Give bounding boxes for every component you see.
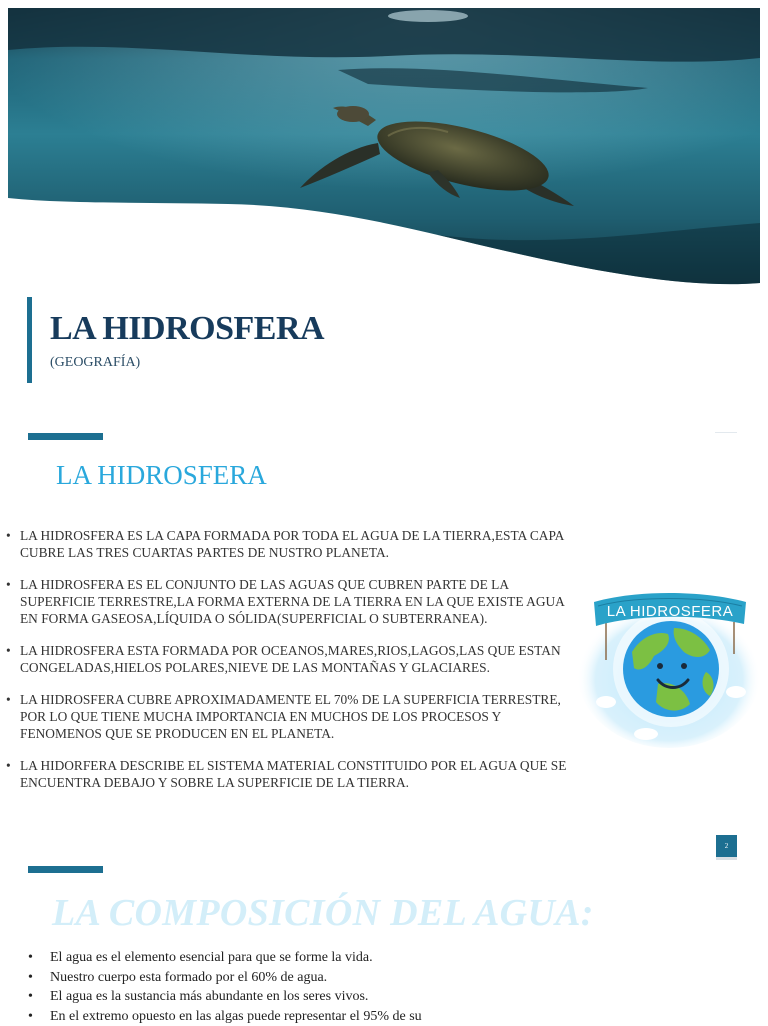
list-item-text: LA HIDROSFERA ES EL CONJUNTO DE LAS AGUAS QUE CUBREN PARTE DE LA SUPERFICIE TERRESTRE,LA FORMA EXTERNA DE LA TIERRA EN LA QUE EXISTE AGUA EN FORMA GASEOSA,LÍQUIDA O SÓLIDA(SUPERFICIAL O SUBTERRANEA). xyxy=(20,577,564,626)
list-item xyxy=(6,691,572,742)
illustration-banner-text: LA HIDROSFERA xyxy=(607,603,734,620)
page-number: 2 xyxy=(716,835,737,857)
bullet-list xyxy=(6,527,572,806)
section-accent-bar xyxy=(28,433,103,440)
list-item-text: LA HIDORFERA DESCRIBE EL SISTEMA MATERIAL CONSTITUIDO POR EL AGUA QUE SE ENCUENTRA DEBAJO Y SOBRE LA SUPERFICIE DE LA TIERRA. xyxy=(20,758,566,790)
bullet-icon: • xyxy=(6,642,11,659)
section-heading: LA COMPOSICIÓN DEL AGUA: xyxy=(52,891,594,935)
bullet-icon: • xyxy=(6,691,11,708)
list-item-text: El agua es la sustancia más abundante en los seres vivos. xyxy=(50,989,368,1004)
bullet-icon: • xyxy=(6,576,11,593)
list-item xyxy=(28,948,498,968)
list-item-text: LA HIDROSFERA ES LA CAPA FORMADA POR TODA EL AGUA DE LA TIERRA,ESTA CAPA CUBRE LAS TRES CUARTAS PARTES DE NUSTRO PLANETA. xyxy=(20,528,564,560)
smiling-earth-globe-icon xyxy=(576,572,762,748)
bullet-icon: • xyxy=(6,527,11,544)
bullet-list xyxy=(28,948,498,1026)
bullet-icon: • xyxy=(28,1007,33,1026)
list-item-text: El agua es el elemento esencial para que se forme la vida. xyxy=(50,950,373,965)
list-item-text: LA HIDROSFERA CUBRE APROXIMADAMENTE EL 70% DE LA SUPERFICIA TERRESTRE, POR LO QUE TIENE MUCHA IMPORTANCIA EN MUCHOS DE LOS PROCESOS Y FENOMENOS QUE SE PRODUCEN EN EL PLANETA. xyxy=(20,692,561,741)
bullet-icon: • xyxy=(28,948,33,968)
list-item xyxy=(6,576,572,627)
bullet-icon: • xyxy=(6,757,11,774)
list-item xyxy=(28,987,498,1007)
list-item-text: Nuestro cuerpo esta formado por el 60% de agua. xyxy=(50,970,327,985)
list-item xyxy=(28,1007,498,1026)
page-subtitle: (GEOGRAFÍA) xyxy=(50,355,140,371)
list-item-text: En el extremo opuesto en las algas puede representar el 95% de su xyxy=(50,1009,422,1024)
hero-turtle-photo xyxy=(8,8,760,288)
bullet-icon: • xyxy=(28,987,33,1007)
list-item xyxy=(6,527,572,561)
list-item xyxy=(28,968,498,988)
list-item xyxy=(6,642,572,676)
page-title: LA HIDROSFERA xyxy=(50,310,324,348)
list-item-text: LA HIDROSFERA ESTA FORMADA POR OCEANOS,MARES,RIOS,LAGOS,LAS QUE ESTAN CONGELADAS,HIELOS POLARES,NIEVE DE LAS MONTAÑAS Y GLACIARES. xyxy=(20,643,561,675)
bullet-icon: • xyxy=(28,968,33,988)
section-heading: LA HIDROSFERA xyxy=(56,460,267,491)
divider xyxy=(715,432,737,433)
section-accent-bar xyxy=(28,866,103,873)
title-accent-bar xyxy=(27,297,32,383)
list-item xyxy=(6,757,572,791)
